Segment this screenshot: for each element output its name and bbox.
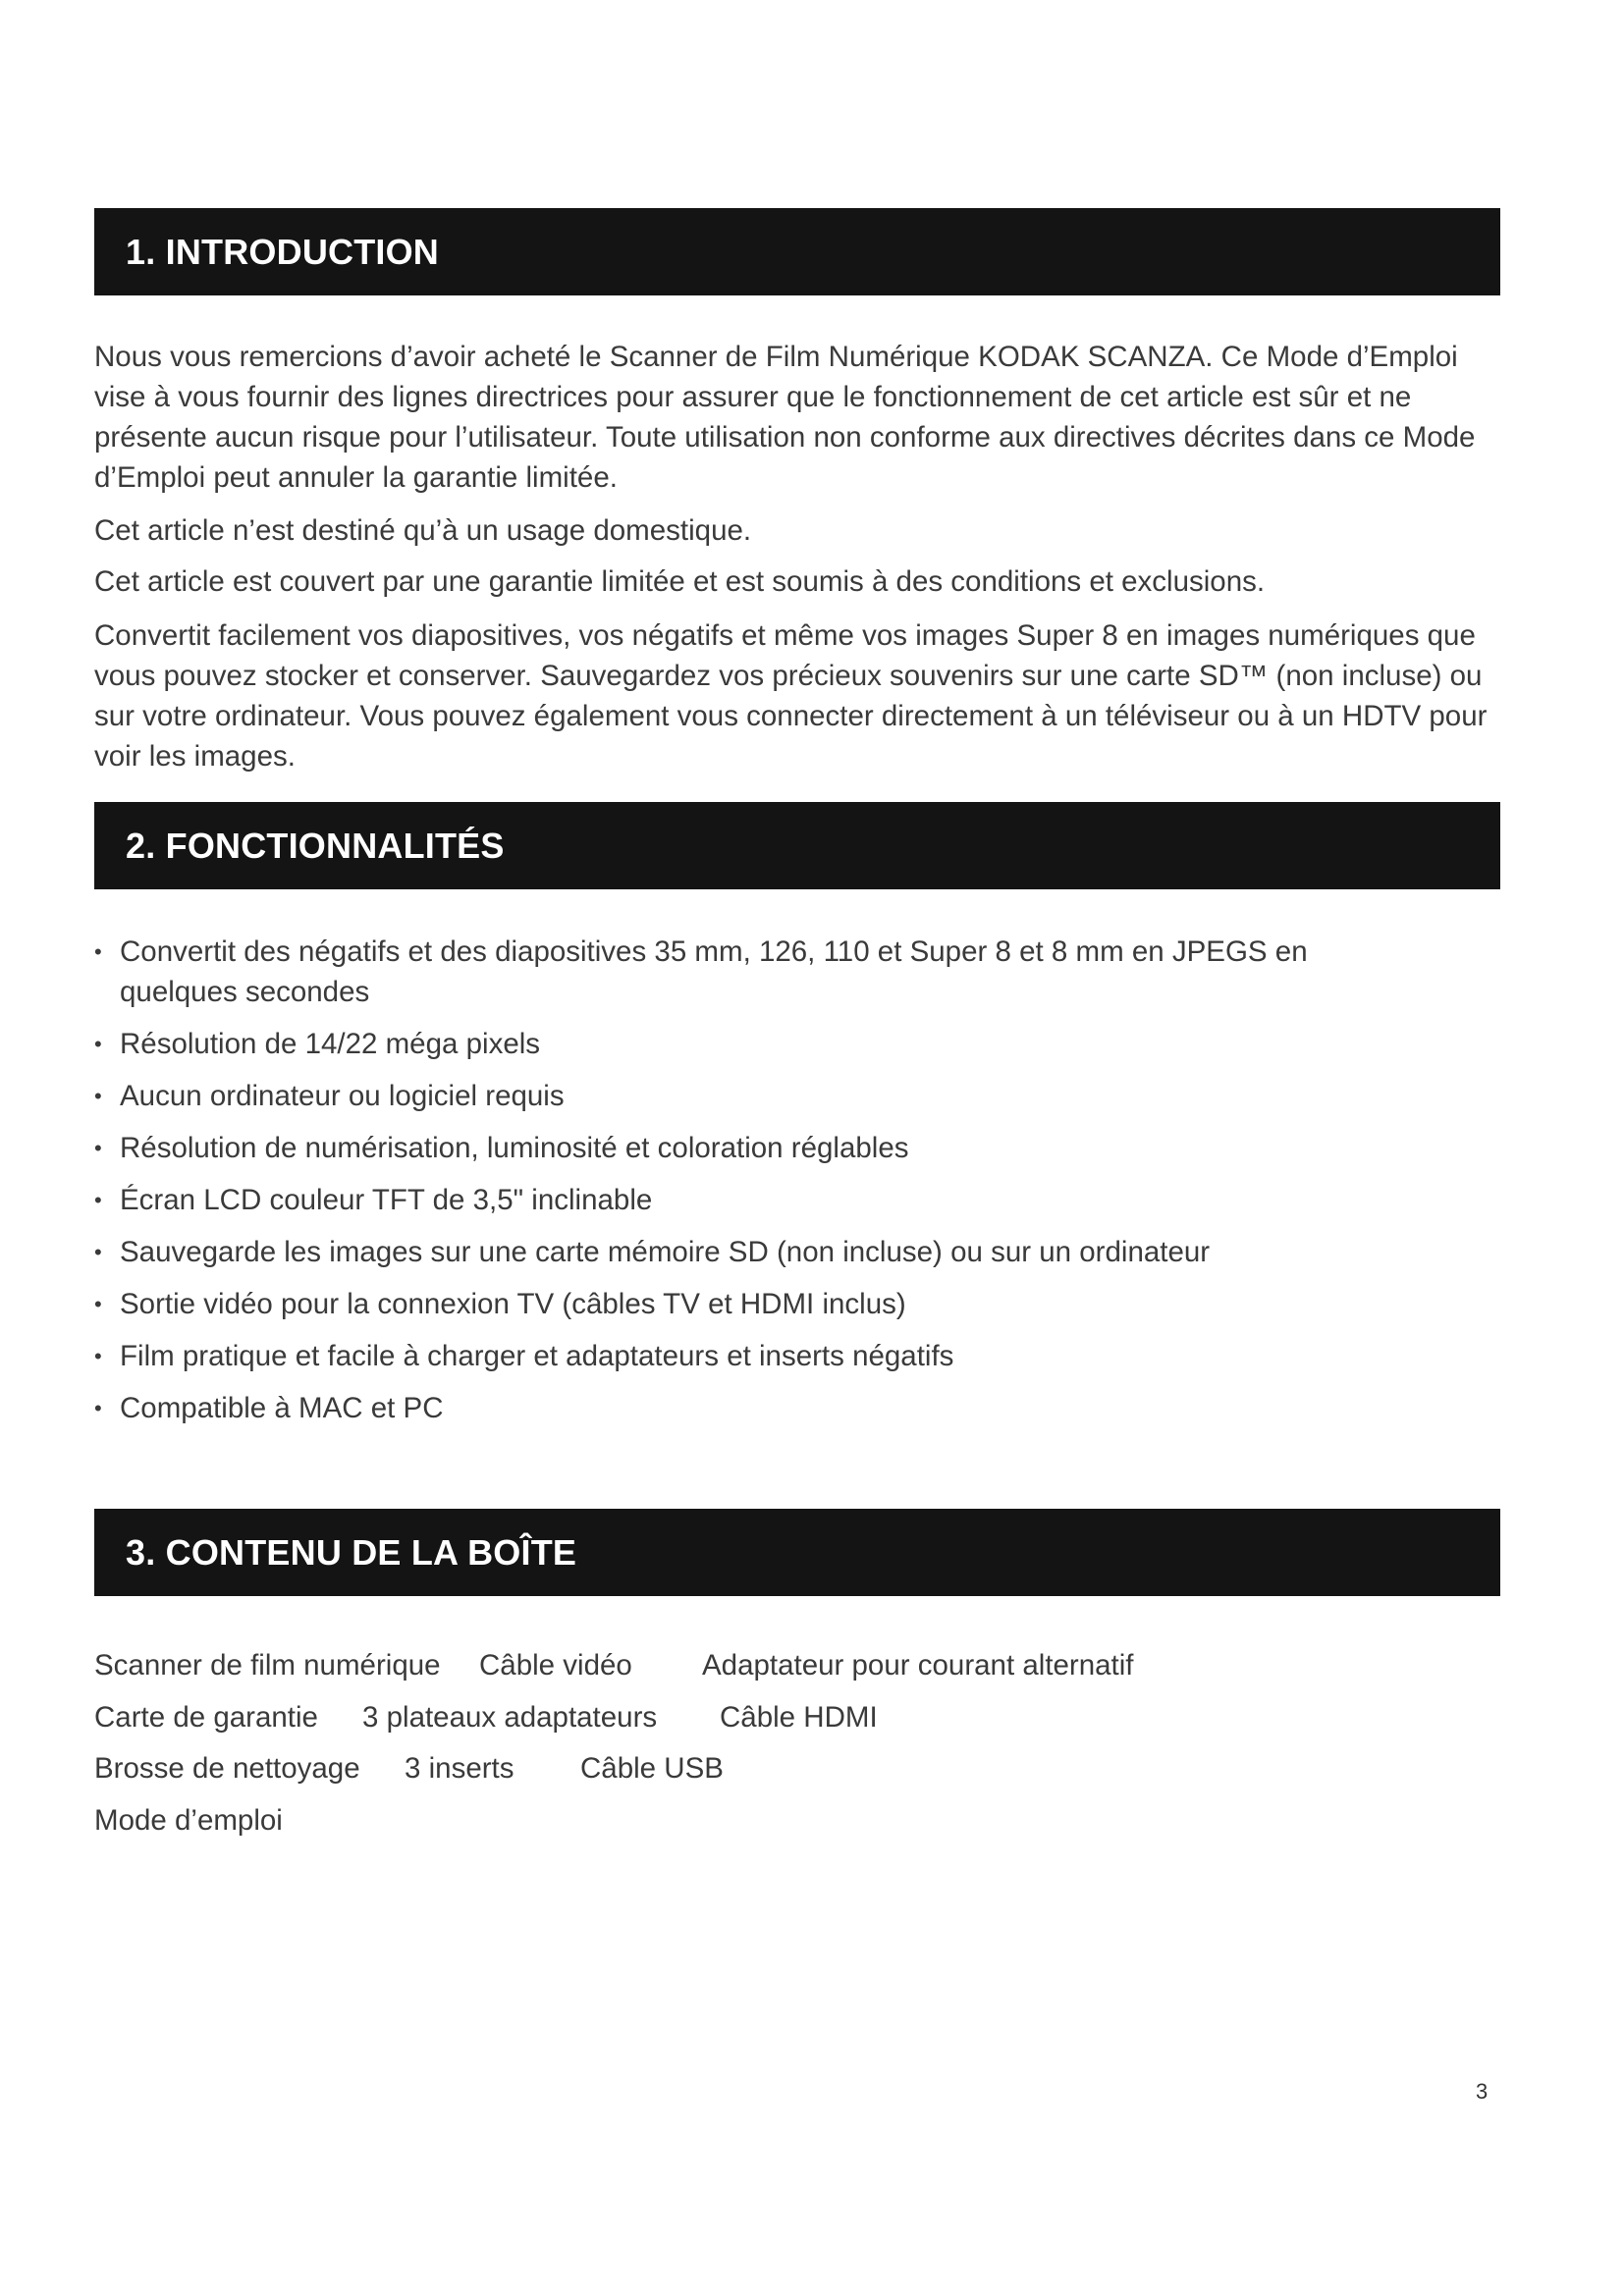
list-item: • Compatible à MAC et PC (94, 1388, 1508, 1428)
section-title: 2. FONCTIONNALITÉS (126, 825, 505, 866)
list-item: • Résolution de 14/22 méga pixels (94, 1024, 1508, 1064)
list-item: • Sortie vidéo pour la connexion TV (câbles TV et HDMI inclus) (94, 1284, 1508, 1324)
list-item: • Convertit des négatifs et des diapositives 35 mm, 126, 110 et Super 8 et 8 mm en JPEGS en quelques secondes (94, 932, 1416, 1012)
intro-paragraph: Nous vous remercions d’avoir acheté le Scanner de Film Numérique KODAK SCANZA. Ce Mode d’Emploi vise à vous fournir des lignes directrices pour assurer que le fonctionnement de cet article est sûr et ne présente aucun risque pour l’utilisateur. Toute utilisation non conforme aux directives décrites dans ce Mode d’Emploi peut annuler la garantie limitée. (94, 341, 1476, 494)
list-item: • Aucun ordinateur ou logiciel requis (94, 1076, 1508, 1116)
box-item: 3 inserts (405, 1752, 514, 1785)
list-item: • Résolution de numérisation, luminosité et coloration réglables (94, 1128, 1508, 1168)
intro-paragraph: Convertit facilement vos diapositives, vos négatifs et même vos images Super 8 en images numériques que vous pouvez stocker et conserver. Sauvegardez vos précieux souvenirs sur une carte SD™ (non incluse) ou sur votre ordinateur. Vous pouvez également vous connecter directement à un téléviseur ou à un HDTV pour voir les images. (94, 619, 1488, 773)
intro-paragraph: Cet article n’est destiné qu’à un usage domestique. (94, 514, 752, 547)
box-item: Carte de garantie (94, 1701, 318, 1734)
box-item: 3 plateaux adaptateurs (362, 1701, 658, 1734)
box-item: Câble vidéo (479, 1649, 632, 1682)
features-list (94, 932, 1508, 1440)
box-item: Mode d’emploi (94, 1804, 283, 1837)
section-header-introduction (94, 208, 1500, 295)
intro-paragraph: Cet article est couvert par une garantie limitée et est soumis à des conditions et exclusions. (94, 565, 1266, 598)
box-item: Câble HDMI (720, 1701, 878, 1734)
list-item: • Écran LCD couleur TFT de 3,5" inclinable (94, 1180, 1508, 1220)
box-item: Scanner de film numérique (94, 1649, 441, 1682)
section-title: 1. INTRODUCTION (126, 231, 440, 272)
box-item: Brosse de nettoyage (94, 1752, 360, 1785)
box-item: Adaptateur pour courant alternatif (702, 1649, 1134, 1682)
list-item: • Sauvegarde les images sur une carte mémoire SD (non incluse) ou sur un ordinateur (94, 1232, 1508, 1272)
section-title: 3. CONTENU DE LA BOÎTE (126, 1531, 577, 1573)
section-header-box-contents (94, 1509, 1500, 1596)
section-header-features (94, 802, 1500, 889)
list-item: • Film pratique et facile à charger et adaptateurs et inserts négatifs (94, 1336, 1508, 1376)
box-item: Câble USB (580, 1752, 724, 1785)
page-number: 3 (1476, 2079, 1489, 2104)
